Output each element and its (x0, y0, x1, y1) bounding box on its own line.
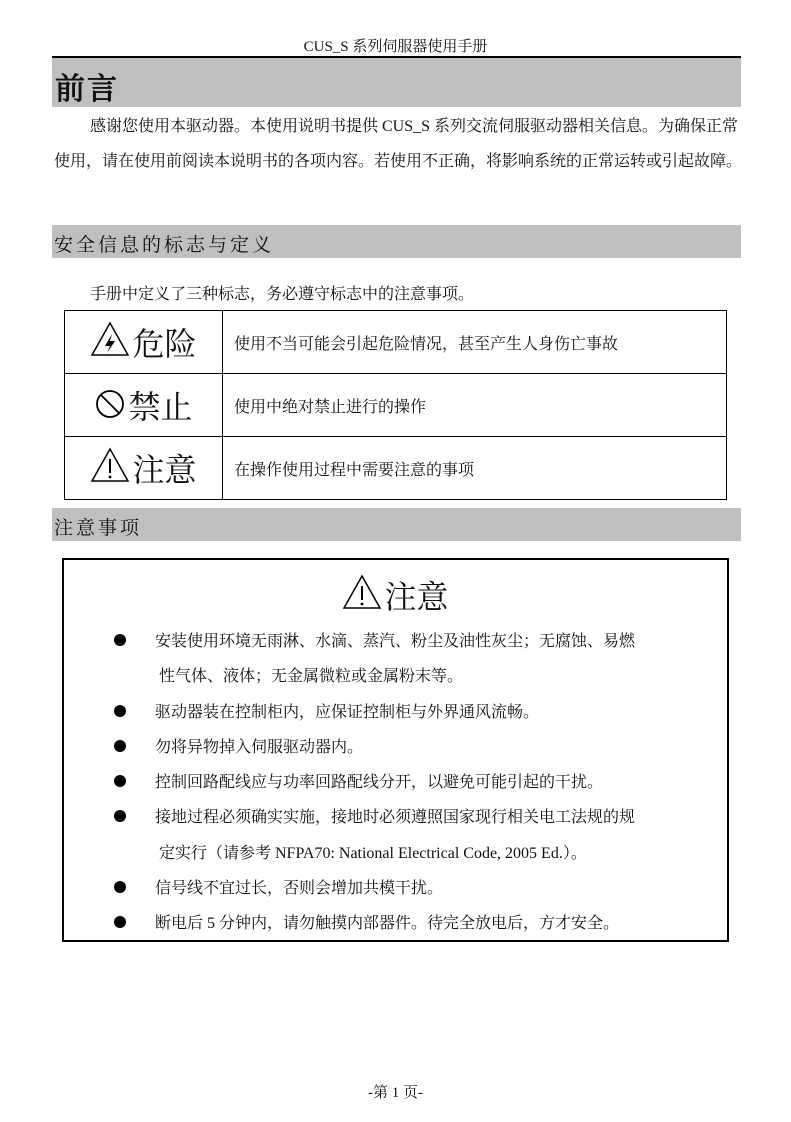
warning-icon (90, 447, 130, 483)
list-item: 接地过程必须确实实施，接地时必须遵照国家现行相关电工法规的规 定实行（请参考 NFPA70: National Electrical Code, 2005 Ed.）。 (64, 800, 727, 871)
notes-heading-band (52, 508, 741, 541)
warning-label: 注意 (132, 452, 197, 488)
bullet-icon (114, 705, 126, 717)
bullet-icon (114, 740, 126, 752)
list-item: 勿将异物掉入伺服驱动器内。 (64, 730, 727, 765)
list-item: 断电后 5 分钟内，请勿触摸内部器件。待完全放电后，方才安全。 (64, 906, 727, 941)
safety-heading: 安全信息的标志与定义 (54, 234, 275, 256)
list-item: 控制回路配线应与功率回路配线分开，以避免可能引起的干扰。 (64, 765, 727, 800)
preface-heading: 前言 (55, 72, 119, 107)
prohibited-icon (94, 388, 126, 420)
danger-description: 使用不当可能会引起危险情况，甚至产生人身伤亡事故 (223, 311, 727, 374)
notes-heading: 注意事项 (54, 517, 143, 539)
table-row (65, 311, 727, 374)
bullet-icon (114, 916, 126, 928)
preface-paragraph: 感谢您使用本驱动器。本使用说明书提供 CUS_S 系列交流伺服驱动器相关信息。为确保正常使用，请在使用前阅读本说明书的各项内容。若使用不正确，将影响系统的正常运转或引起故障。 (54, 118, 743, 170)
prohibited-description: 使用中绝对禁止进行的操作 (223, 374, 727, 437)
table-row (65, 437, 727, 500)
prohibited-label: 禁止 (128, 389, 193, 425)
danger-label: 危险 (132, 326, 197, 362)
bullet-icon (114, 881, 126, 893)
bullet-icon (114, 634, 126, 646)
list-item: 驱动器装在控制柜内，应保证控制柜与外界通风流畅。 (64, 695, 727, 730)
list-item: 信号线不宜过长，否则会增加共模干扰。 (64, 871, 727, 906)
preface-heading-band (52, 58, 741, 107)
bullet-icon (114, 810, 126, 822)
safety-heading-band (52, 225, 741, 258)
danger-icon (90, 321, 130, 357)
warning-icon (342, 574, 382, 610)
notes-box (62, 558, 729, 942)
bullet-icon (114, 775, 126, 787)
notes-box-title: 注意 (384, 579, 449, 615)
table-row (65, 374, 727, 437)
running-header: CUS_S 系列伺服器使用手册 (303, 39, 488, 55)
page-number: -第 1 页- (368, 1085, 423, 1101)
notes-list (64, 624, 727, 942)
safety-symbols-table (64, 310, 727, 500)
safety-intro: 手册中定义了三种标志，务必遵守标志中的注意事项。 (90, 286, 475, 303)
list-item: 安装使用环境无雨淋、水滴、蒸汽、粉尘及油性灰尘；无腐蚀、易燃 性气体、液体；无金属微粒或金属粉末等。 (64, 624, 727, 695)
warning-description: 在操作使用过程中需要注意的事项 (223, 437, 727, 500)
